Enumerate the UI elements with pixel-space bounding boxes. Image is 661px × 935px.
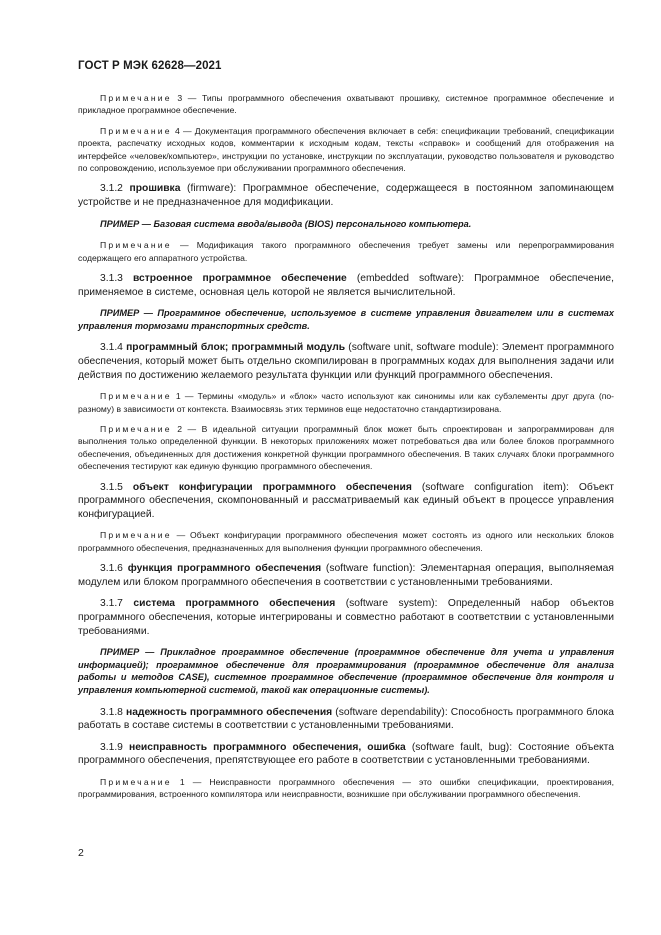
- note-label: Примечание: [100, 93, 172, 103]
- page-number: 2: [78, 847, 84, 859]
- example-embedded: ПРИМЕР — Программное обеспечение, используемое в системе управления двигателем или в системах управления тормозами транспортных средств.: [78, 308, 614, 331]
- document-header: ГОСТ Р МЭК 62628—2021: [78, 60, 222, 72]
- example-bios: ПРИМЕР — Базовая система ввода/вывода (BIOS) персонального компьютера.: [100, 218, 472, 229]
- note-label: Примечание: [100, 776, 172, 787]
- example-software-system: ПРИМЕР — Прикладное программное обеспечение (программное обеспечение для учета и управления информацией); программное обеспечение для программирования (программное обеспечение для анализа работы и методов CASE), системное программное обеспечение (программное обеспечение для контроля и управления компьютерной системой, такой как операционные системы).: [78, 647, 614, 695]
- note-config-item: [78, 529, 614, 554]
- term-3-1-4: 3.1.4 программный блок; программный модуль (software unit, software module): Элемент программного обеспечения, который может быть отдельно скомпилирован в программных кодах для выполнения задачи или действия по достижению желаемого результата функции или функций программного обеспечения.: [78, 342, 614, 381]
- document-body: [78, 92, 614, 809]
- term-name: функция программного обеспечения: [127, 563, 322, 575]
- note-text: — Объект конфигурации программного обеспечения может состоять из одного или нескольких блоков программного обеспечения, предназначенных для выполнения функции программного обеспечения.: [78, 530, 614, 553]
- note-label: Примечание: [100, 530, 172, 541]
- note-text: 2 — В идеальной ситуации программный блок может быть спроектирован и запрограммирован для выполнения только определенной функции. В некоторых приложениях может потребоваться два или более блоков программного обеспечения, объединенных для достижения конкретной функции программного обеспечения. В таких случаях блоки программного обеспечения тестируют как единую функцию программного обеспечения.: [78, 424, 614, 472]
- term-name: прошивка: [129, 183, 181, 195]
- term-3-1-2: 3.1.2 прошивка (firmware): Программное обеспечение, содержащееся в постоянном запоминающем устройстве и не предназначенное для модификации.: [78, 183, 614, 209]
- term-3-1-9: 3.1.9 неисправность программного обеспечения, ошибка (software fault, bug): Состояние объекта программного обеспечения, препятствующее его работе в соответствии с установленными требованиями.: [78, 741, 614, 767]
- term-name: неисправность программного обеспечения, ошибка: [128, 741, 406, 753]
- note-1-fault: [78, 776, 614, 801]
- note-text: 1 — Неисправности программного обеспечения — это ошибки спецификации, проектирования, программирования, встроенного компилятора или неисправности, возникшие при обслуживании программного обеспечения.: [78, 776, 614, 800]
- note-1-module: [78, 390, 614, 415]
- note-label: Примечание: [100, 240, 172, 251]
- note-firmware: [78, 239, 614, 264]
- note-label: Примечание: [100, 424, 172, 434]
- note-text: 4 — Документация программного обеспечения включает в себя: спецификации требований, спецификации проекта, распечатку исходных кодов, комментарии к исходным кодам, тексты «справок» и сообщений для отображения на интерфейсе «человек/компьютер», инструкции по установке, инструкции по эксплуатации, руководство пользователя и руководство по сопровождению, используемое при обслуживании программного обеспечения.: [78, 125, 614, 174]
- note-label: Примечание: [100, 391, 172, 402]
- note-text: 3 — Типы программного обеспечения охватывают прошивку, системное программное обеспечение и прикладное программное обеспечение.: [78, 93, 614, 116]
- term-name: программный блок; программный модуль: [126, 342, 346, 354]
- term-3-1-5: 3.1.5 объект конфигурации программного обеспечения (software configuration item): Объект программного обеспечения, скомпонованный и рассматриваемый как единый объект в процессе управления конфигурацией.: [78, 481, 614, 520]
- term-3-1-6: 3.1.6 функция программного обеспечения (software function): Элементарная операция, выполняемая модулем или блоком программного обеспечения в соответствии с установленными требованиями.: [78, 563, 614, 588]
- term-name: надежность программного обеспечения: [125, 706, 333, 718]
- term-name: встроенное программное обеспечение: [132, 273, 347, 285]
- term-3-1-7: 3.1.7 система программного обеспечения (software system): Определенный набор объектов программного обеспечения, которые интегрированы и совместно работают в соответствии с установленными требованиями.: [78, 598, 614, 637]
- note-2-module: [78, 423, 614, 473]
- term-3-1-3: 3.1.3 встроенное программное обеспечение (embedded software): Программное обеспечение, применяемое в системе, основная цель которой не является вычислительной.: [78, 273, 614, 298]
- term-name: система программного обеспечения: [133, 598, 336, 610]
- term-name: объект конфигурации программного обеспечения: [132, 481, 412, 493]
- note-label: Примечание: [100, 125, 172, 136]
- term-3-1-8: 3.1.8 надежность программного обеспечения (software dependability): Способность программного блока работать в составе системы в соответствии с установленными требованиями.: [78, 706, 614, 732]
- note-4: [78, 125, 614, 175]
- note-text: 1 — Термины «модуль» и «блок» часто используют как синонимы или как субэлементы друг друга (по-разному) в зависимости от контекста. Взаимосвязь этих терминов еще недостаточно стандартизирована.: [78, 391, 614, 414]
- note-text: — Модификация такого программного обеспечения требует замены или перепрограммирования содержащего его аппаратного устройства.: [78, 240, 615, 263]
- note-3: [78, 92, 614, 117]
